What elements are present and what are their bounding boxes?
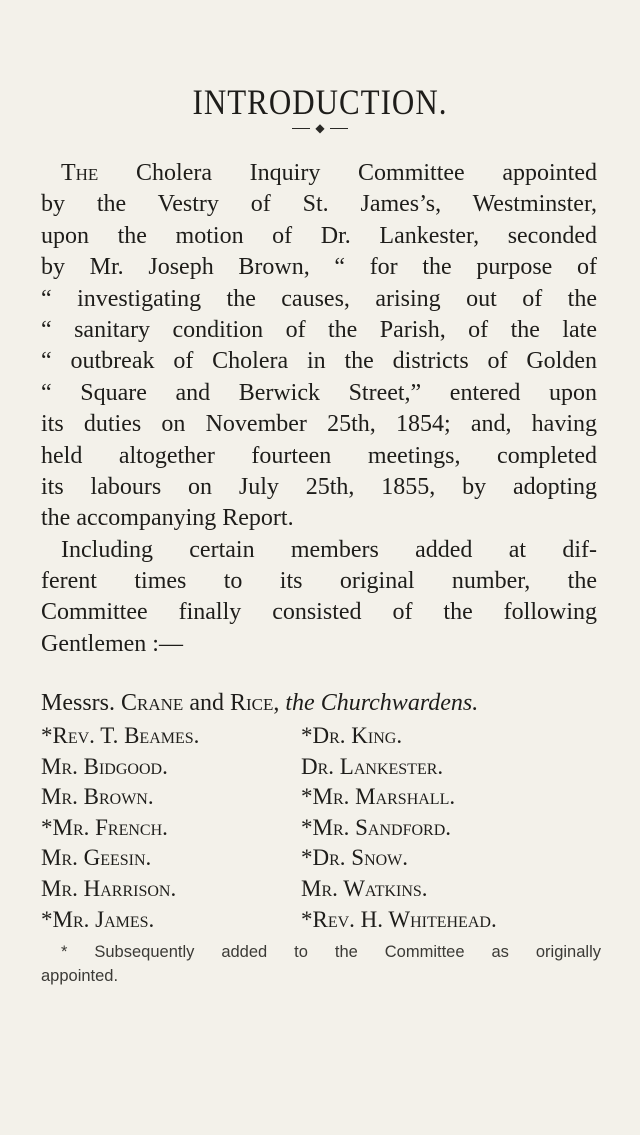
churchwardens-separator: , — [273, 690, 286, 716]
footnote-line: * Subsequently added to the Committee as originally — [61, 943, 601, 961]
members-row — [41, 843, 601, 874]
paragraph-line — [41, 158, 597, 189]
paragraph-line: its labours on July 25th, 1855, by adopting — [41, 473, 597, 500]
paragraph-line: “ outbreak of Cholera in the districts of Golden — [41, 348, 597, 375]
paragraph-line: ferent times to its original number, the — [41, 568, 597, 595]
members-row — [41, 905, 601, 936]
paragraph-line: the accompanying Report. — [41, 505, 294, 532]
footnote-line: appointed. — [41, 967, 119, 985]
committee-members-list — [41, 721, 601, 935]
ornament-rule-right — [330, 128, 348, 129]
member-name: Mr. Brown. — [41, 784, 154, 810]
member-name: *Dr. King. — [301, 723, 403, 748]
paragraph-line: its duties on November 25th, 1854; and, having — [41, 411, 597, 438]
ornament-rule-left — [292, 128, 310, 129]
paragraph-line: Including certain members added at dif- — [61, 536, 597, 563]
member-name: Mr. Geesin. — [41, 845, 152, 871]
member-name: *Mr. James. — [41, 906, 155, 932]
member-name: Mr. Watkins. — [301, 875, 428, 901]
page-title: INTRODUCTION. — [192, 82, 448, 123]
member-name: *Mr. Marshall. — [301, 784, 456, 810]
paragraph-line-rest: Cholera Inquiry Committee appointed — [98, 160, 597, 186]
member-name: Dr. Lankester. — [301, 753, 444, 779]
churchwardens-role: the Churchwardens. — [285, 690, 479, 716]
member-name: Mr. Bidgood. — [41, 753, 168, 779]
paragraph-lead-word: The — [61, 160, 99, 186]
churchwarden-name: Crane — [121, 690, 184, 716]
churchwardens-conjunction: and — [183, 690, 230, 716]
members-row — [41, 782, 601, 813]
paragraph-line: “ investigating the causes, arising out of the — [41, 285, 597, 312]
members-row — [41, 752, 601, 783]
paragraph-line: “ Square and Berwick Street,” entered upon — [41, 379, 597, 406]
paragraph-line: “ sanitary condition of the Parish, of the late — [41, 316, 597, 343]
title-ornament — [0, 121, 640, 137]
member-name: *Dr. Snow. — [301, 845, 409, 871]
introduction-text — [41, 158, 597, 660]
diamond-icon: ◆ — [315, 121, 325, 136]
member-name: *Mr. Sandford. — [301, 814, 452, 840]
footnote — [41, 940, 601, 988]
churchwardens-line — [41, 690, 601, 717]
member-name: *Rev. H. Whitehead. — [301, 906, 497, 932]
paragraph-line: upon the motion of Dr. Lankester, seconded — [41, 222, 597, 249]
members-row — [41, 813, 601, 844]
paragraph-line: Committee finally consisted of the following — [41, 599, 597, 626]
paragraph-line: by Mr. Joseph Brown, “ for the purpose of — [41, 254, 597, 281]
paragraph-line: Gentlemen :— — [41, 630, 183, 657]
churchwardens-prefix: Messrs. — [41, 690, 122, 716]
members-row — [41, 721, 601, 752]
members-row — [41, 874, 601, 905]
churchwarden-name: Rice — [229, 690, 274, 716]
member-name: Mr. Harrison. — [41, 875, 177, 901]
paragraph-line: held altogether fourteen meetings, completed — [41, 442, 597, 469]
member-name: *Rev. T. Beames. — [41, 723, 200, 748]
paragraph-line: by the Vestry of St. James’s, Westminster, — [41, 191, 597, 218]
member-name: *Mr. French. — [41, 814, 168, 840]
